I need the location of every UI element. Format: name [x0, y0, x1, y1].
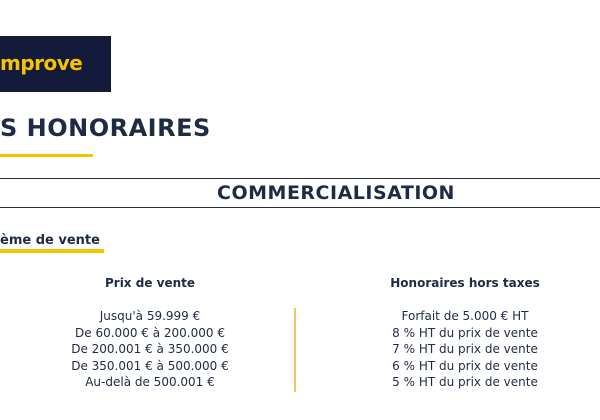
logo-text: mprove [0, 51, 83, 75]
page-title: S HONORAIRES [0, 114, 211, 142]
price-column-header: Prix de vente [104, 276, 196, 290]
fee-row: 6 % HT du prix de vente [392, 358, 538, 373]
fee-row: 7 % HT du prix de vente [392, 342, 538, 356]
title-underline [0, 154, 93, 157]
price-row: De 60.000 € à 200.000 € [75, 325, 225, 340]
fee-row: Forfait de 5.000 € HT [401, 309, 529, 323]
price-row: Jusqu'à 59.999 € [99, 309, 201, 323]
fee-row: 8 % HT du prix de vente [392, 325, 538, 340]
subsection-title: ème de vente [0, 233, 100, 248]
section-title-text: COMMERCIALISATION [217, 182, 455, 204]
section-rule-bottom [0, 207, 600, 208]
fee-column-header: Honoraires hors taxes [390, 276, 540, 290]
logo [0, 36, 111, 92]
price-row: De 350.001 € à 500.000 € [71, 358, 229, 373]
fee-column [355, 276, 575, 391]
price-row: De 200.001 € à 350.000 € [71, 342, 229, 356]
price-row: Au-delà de 500.001 € [85, 375, 215, 389]
subsection-underline [0, 249, 104, 253]
price-column [40, 276, 260, 391]
section-rule-top [0, 178, 600, 179]
section-title [0, 182, 600, 204]
fee-row: 5 % HT du prix de vente [392, 375, 538, 389]
column-divider [294, 308, 296, 392]
